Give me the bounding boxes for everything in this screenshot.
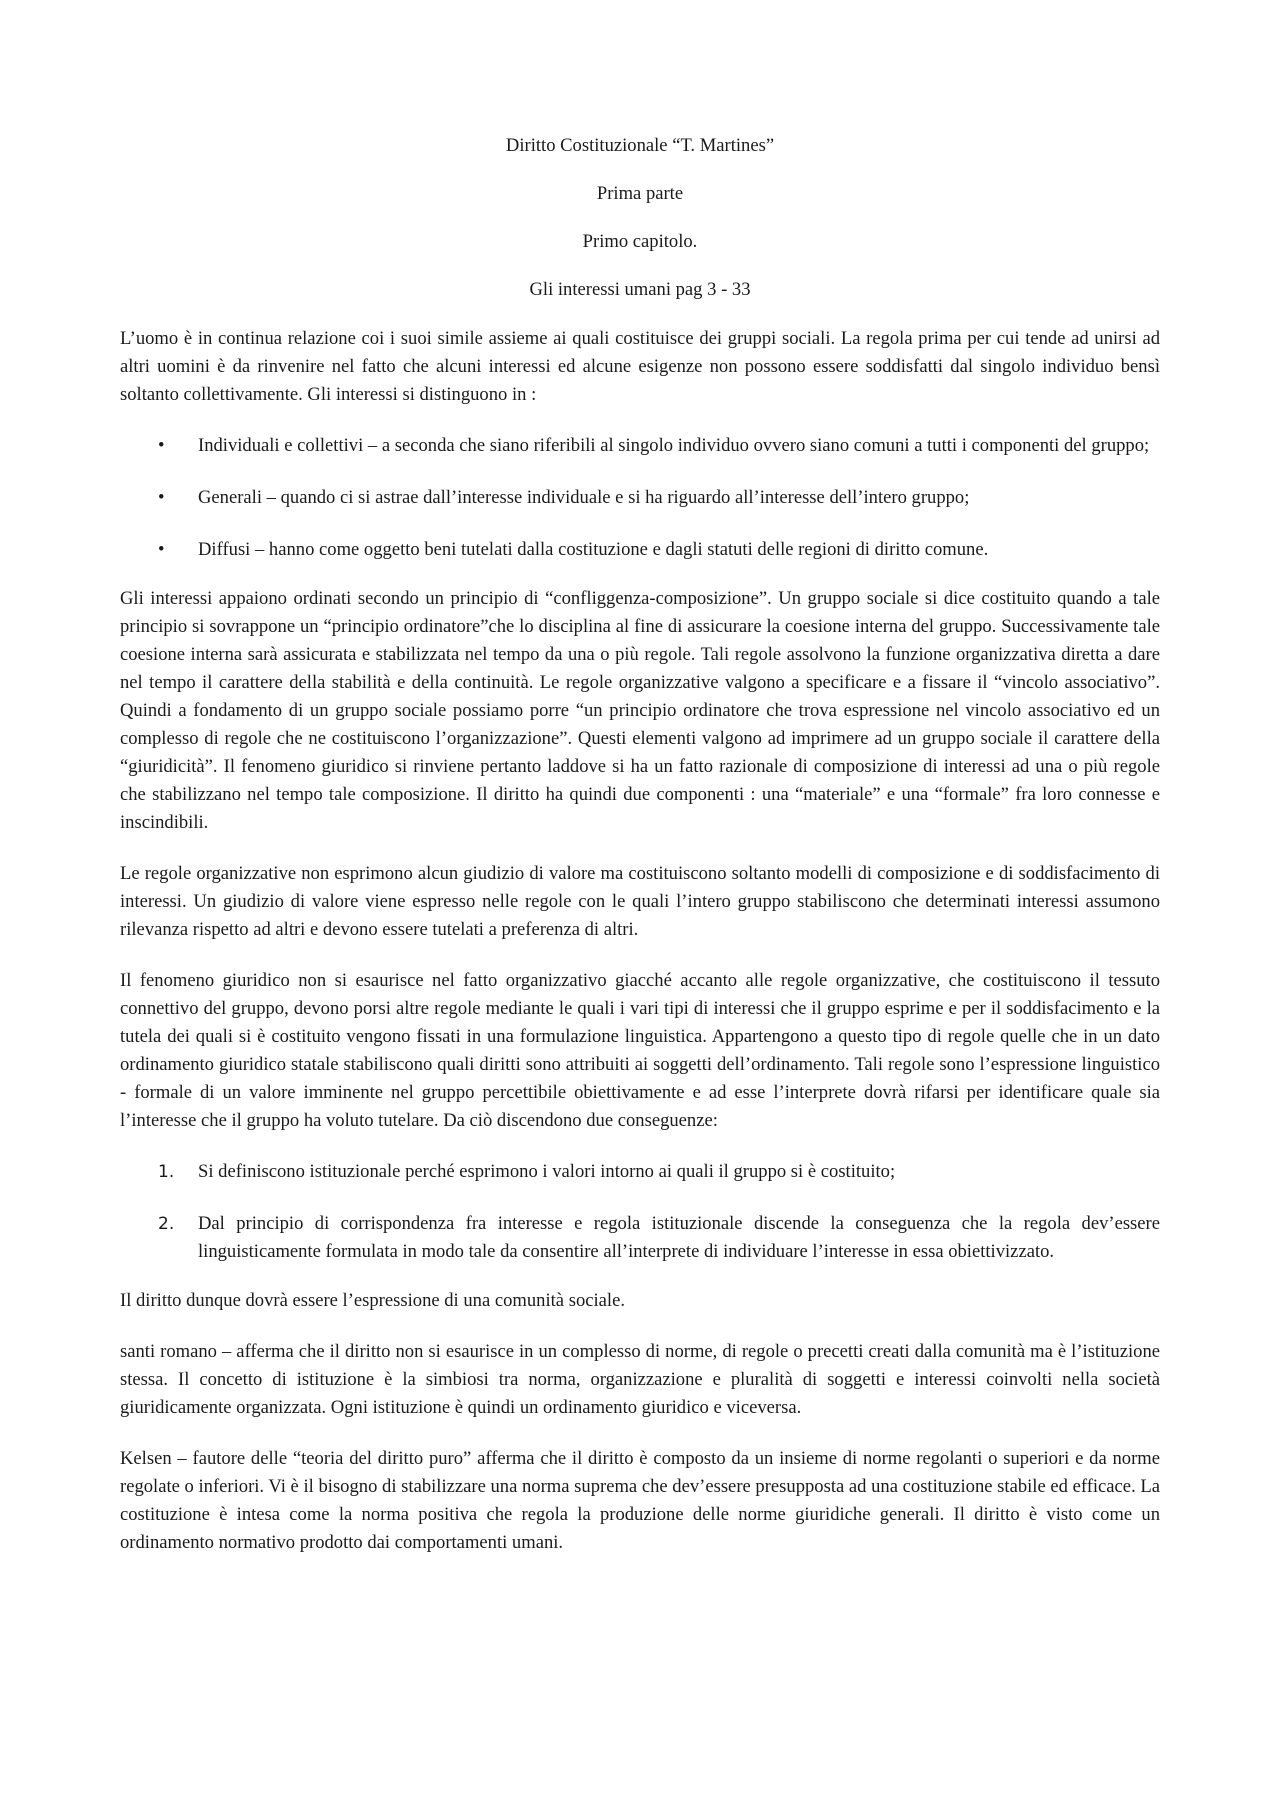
list-item bbox=[120, 536, 1160, 564]
bullet-icon: • bbox=[158, 435, 165, 456]
list-item bbox=[120, 1158, 1160, 1186]
list-number: 2. bbox=[158, 1214, 175, 1234]
document-title: Diritto Costituzionale “T. Martines” bbox=[505, 135, 775, 156]
list-item-text: Individuali e collettivi – a seconda che siano riferibili al singolo individuo ovvero siano comuni a tutti i componenti del gruppo; bbox=[198, 435, 1150, 456]
consequences-list bbox=[120, 1158, 1160, 1266]
body-paragraph: Il diritto dunque dovrà essere l’espressione di una comunità sociale. bbox=[120, 1290, 625, 1311]
body-paragraph: Il fenomeno giuridico non si esaurisce nel fatto organizzativo giacché accanto alle regole organizzative, che costituiscono il tessuto connettivo del gruppo, devono porsi altre regole mediante le quali i vari tipi di interessi che il gruppo esprime e per il soddisfacimento e la tutela dei quali si è costituito vengono fissati in una formulazione linguistica. Appartengono a questo tipo di regole quelle che in un dato ordinamento giuridico statale stabiliscono quali diritti sono attribuiti ai soggetti dell’ordinamento. Tali regole sono l’espressione linguistico - formale di un valore imminente nel gruppo percettibile obiettivamente e ad esse l’interprete dovrà rifarsi per identificare quale sia l’interesse che il gruppo ha voluto tutelare. Da ciò discendono due conseguenze: bbox=[120, 970, 1160, 1131]
body-paragraph: Le regole organizzative non esprimono alcun giudizio di valore ma costituiscono soltanto modelli di composizione e di soddisfacimento di interessi. Un giudizio di valore viene espresso nelle regole con le quali l’intero gruppo stabiliscono che determinati interessi assumono rilevanza rispetto ad altri e devono essere tutelati a preferenza di altri. bbox=[120, 863, 1160, 940]
list-item bbox=[120, 484, 1160, 512]
part-heading: Prima parte bbox=[596, 183, 684, 204]
interest-types-list bbox=[120, 432, 1160, 564]
section-heading: Gli interessi umani pag 3 - 33 bbox=[529, 279, 751, 300]
list-item bbox=[120, 1210, 1160, 1266]
bullet-icon: • bbox=[158, 539, 165, 560]
bullet-icon: • bbox=[158, 487, 165, 508]
list-number: 1. bbox=[158, 1162, 175, 1182]
document-page bbox=[120, 132, 1160, 1580]
list-item-text: Generali – quando ci si astrae dall’interesse individuale e si ha riguardo all’interesse dell’intero gruppo; bbox=[198, 487, 970, 508]
list-item-text: Si definiscono istituzionale perché esprimono i valori intorno ai quali il gruppo si è costituito; bbox=[198, 1161, 896, 1182]
body-paragraph: Gli interessi appaiono ordinati secondo un principio di “confliggenza-composizione”. Un gruppo sociale si dice costituito quando a tale principio si sovrappone un “principio ordinatore”che lo disciplina al fine di assicurare la coesione interna del gruppo. Successivamente tale coesione interna sarà assicurata e stabilizzata nel tempo da una o più regole. Tali regole assolvono la funzione organizzativa diretta a dare nel tempo il carattere della stabilità e della continuità. Le regole organizzative valgono a specificare e a fissare il “vincolo associativo”. Quindi a fondamento di un gruppo sociale possiamo porre “un principio ordinatore che trova espressione nel vincolo associativo ed un complesso di regole che ne costituiscono l’organizzazione”. Questi elementi valgono ad imprimere ad un gruppo sociale il carattere della “giuridicità”. Il fenomeno giuridico si rinviene pertanto laddove si ha un fatto razionale di composizione di interessi ad una o più regole che stabilizzano nel tempo tale composizione. Il diritto ha quindi due componenti : una “materiale” e una “formale” fra loro connesse e inscindibili. bbox=[120, 588, 1160, 833]
chapter-heading: Primo capitolo. bbox=[582, 231, 698, 252]
body-paragraph: Kelsen – fautore delle “teoria del diritto puro” afferma che il diritto è composto da un insieme di norme regolanti o superiori e da norme regolate o inferiori. Vi è il bisogno di stabilizzare una norma suprema che dev’essere presupposta ad una costituzione stabile ed efficace. La costituzione è intesa come la norma positiva che regola la produzione delle norme giuridiche generali. Il diritto è visto come un ordinamento normativo prodotto dai comportamenti umani. bbox=[120, 1448, 1160, 1553]
body-paragraph: santi romano – afferma che il diritto non si esaurisce in un complesso di norme, di regole o precetti creati dalla comunità ma è l’istituzione stessa. Il concetto di istituzione è la simbiosi tra norma, organizzazione e pluralità di soggetti e interessi coinvolti nella società giuridicamente organizzata. Ogni istituzione è quindi un ordinamento giuridico e viceversa. bbox=[120, 1341, 1160, 1418]
list-item-text: Dal principio di corrispondenza fra interesse e regola istituzionale discende la conseguenza che la regola dev’essere linguisticamente formulata in modo tale da consentire all’interprete di individuare l’interesse in essa obiettivizzato. bbox=[198, 1213, 1160, 1262]
list-item bbox=[120, 432, 1160, 460]
intro-paragraph: L’uomo è in continua relazione coi i suoi simile assieme ai quali costituisce dei gruppi sociali. La regola prima per cui tende ad unirsi ad altri uomini è da rinvenire nel fatto che alcuni interessi ed alcune esigenze non possono essere soddisfatti dal singolo individuo bensì soltanto collettivamente. Gli interessi si distinguono in : bbox=[120, 328, 1160, 405]
list-item-text: Diffusi – hanno come oggetto beni tutelati dalla costituzione e dagli statuti delle regioni di diritto comune. bbox=[198, 539, 989, 560]
